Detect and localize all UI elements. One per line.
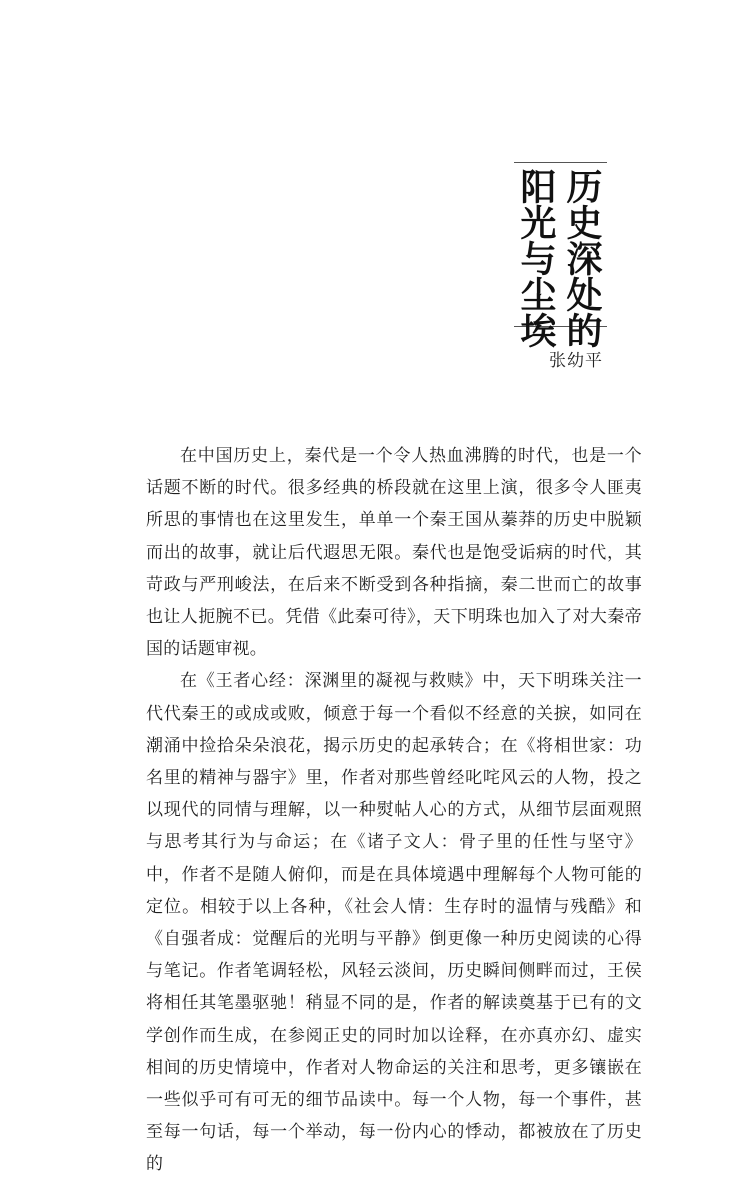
body-text [146, 440, 642, 1181]
author-name: 张幼平 [549, 351, 603, 371]
title-line-1: 历史深处的 [561, 168, 603, 348]
title-top-rule [514, 162, 607, 163]
title-line-2: 阳光与尘埃 [515, 168, 557, 348]
paragraph-2: 在《王者心经：深渊里的凝视与救赎》中，天下明珠关注一代代秦王的或成或败，倾意于每一个看似不经意的关捩，如同在潮涌中捡拾朵朵浪花，揭示历史的起承转合；在《将相世家：功名里的精神与器宇》里，作者对那些曾经叱咤风云的人物，投之以现代的同情与理解，以一种熨帖人心的方式，从细节层面观照与思考其行为与命运；在《诸子文人：骨子里的任性与坚守》中，作者不是随人俯仰，而是在具体境遇中理解每个人物可能的定位。相较于以上各种，《社会人情：生存时的温情与残酷》和《自强者成：觉醒后的光明与平静》倒更像一种历史阅读的心得与笔记。作者笔调轻松，风轻云淡间，历史瞬间侧畔而过，王侯将相任其笔墨驱驰！稍显不同的是，作者的解读奠基于已有的文学创作而生成，在参阅正史的同时加以诠释，在亦真亦幻、虚实相间的历史情境中，作者对人物命运的关注和思考，更多镶嵌在一些似乎可有可无的细节品读中。每一个人物，每一个事件，甚至每一句话，每一个举动，每一份内心的悸动，都被放在了历史的 [146, 671, 642, 1175]
paragraph-1: 在中国历史上，秦代是一个令人热血沸腾的时代，也是一个话题不断的时代。很多经典的桥段就在这里上演，很多令人匪夷所思的事情也在这里发生，单单一个秦王国从蓁莽的历史中脱颖而出的故事，就让后代遐思无限。秦代也是饱受诟病的时代，其苛政与严刑峻法，在后来不断受到各种指摘，秦二世而亡的故事也让人扼腕不已。凭借《此秦可待》，天下明珠也加入了对大秦帝国的话题审视。 [146, 446, 642, 660]
